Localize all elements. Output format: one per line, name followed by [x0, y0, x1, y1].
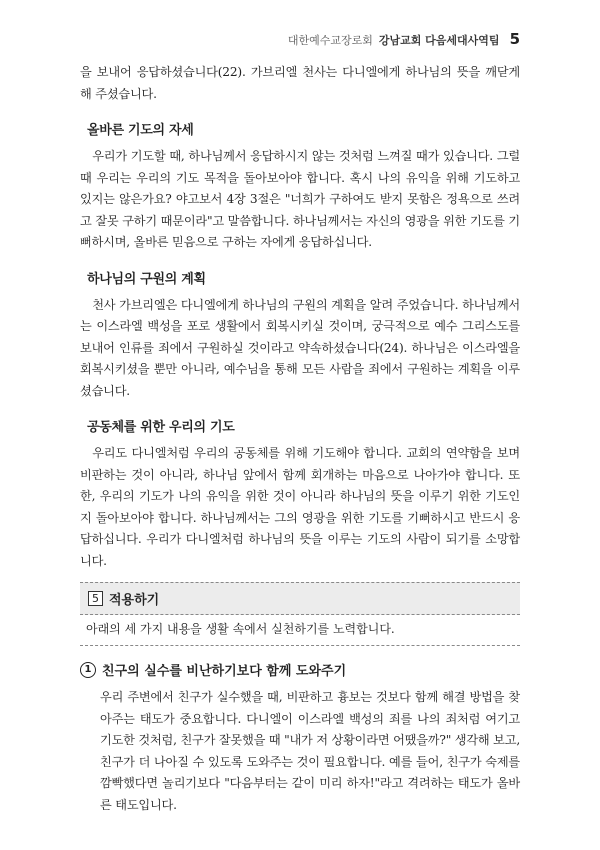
- page-number: 5: [509, 30, 520, 48]
- page-header: [288, 30, 520, 48]
- section-text-salvation-plan: 천사 가브리엘은 다니엘에게 하나님의 구원의 계획을 알려 주었습니다. 하나님께서는 이스라엘 백성을 포로 생활에서 회복시키실 것이며, 궁극적으로 예수 그리스도를 보내어 인류를 죄에서 구원하실 것이라고 약속하셨습니다(24). 하나님은 이스라엘을 회복시키셨을 뿐만 아니라, 예수님을 통해 모든 사람을 죄에서 구원하는 계획을 이루셨습니다.: [80, 297, 520, 398]
- apply-title: 적용하기: [109, 593, 160, 608]
- section-text-community-prayer: 우리도 다니엘처럼 우리의 공동체를 위해 기도해야 합니다. 교회의 연약함을 보며 비판하는 것이 아니라, 하나님 앞에서 함께 회개하는 마음으로 나아가야 합니다. 또한, 우리의 기도가 나의 유익을 위한 것이 아니라 하나님의 뜻을 이루기 위한 기도인지 돌아보아야 합니다. 하나님께서는 그의 영광을 위한 기도를 기뻐하시고 반드시 응답하십니다. 우리가 다니엘처럼 하나님의 뜻을 이루는 기도의 사람이 되기를 소망합니다.: [80, 446, 520, 568]
- item-number-circle: 1: [80, 662, 96, 678]
- intro-paragraph: 을 보내어 응답하셨습니다(22). 가브리엘 천사는 다니엘에게 하나님의 뜻을 깨닫게 해 주셨습니다.: [80, 65, 520, 101]
- apply-heading: [80, 582, 520, 615]
- header-team: 강남교회 다음세대사역팀: [378, 34, 500, 47]
- apply-number-box: 5: [88, 591, 103, 606]
- apply-item-title: [80, 660, 520, 679]
- item-title-text: 친구의 실수를 비난하기보다 함께 도와주기: [102, 664, 347, 679]
- apply-item-text: 우리 주변에서 친구가 실수했을 때, 비판하고 흉보는 것보다 함께 해결 방법을 찾아주는 태도가 중요합니다. 다니엘이 이스라엘 백성의 죄를 나의 죄처럼 여기고 기도한 것처럼, 친구가 잘못했을 때 "내가 저 상황이라면 어땠을까?" 생각해 보고, 친구가 더 나아질 수 있도록 도와주는 것이 필요합니다. 예를 들어, 친구가 숙제를 깜빡했다면 놀리기보다 "다음부터는 같이 미리 하자!"라고 격려하는 태도가 올바른 태도입니다.: [100, 690, 521, 812]
- section-title-salvation-plan: 하나님의 구원의 계획: [87, 271, 206, 287]
- header-org: 대한예수교장로회: [287, 34, 373, 47]
- page-content: [80, 62, 520, 816]
- section-text-prayer-posture: 우리가 기도할 때, 하나님께서 응답하시지 않는 것처럼 느껴질 때가 있습니다. 그럴 때 우리는 우리의 기도 목적을 돌아보아야 합니다. 혹시 나의 유익을 위해 기도하고 있지는 않은가요? 야고보서 4장 3절은 "너희가 구하여도 받지 못함은 정욕으로 쓰려고 잘못 구하기 때문이라"고 말씀합니다. 하나님께서는 자신의 영광을 위한 기도를 기뻐하시며, 올바른 믿음으로 구하는 자에게 응답하십니다.: [80, 149, 520, 249]
- section-title-prayer-posture: 올바른 기도의 자세: [87, 123, 194, 138]
- section-title-community-prayer: 공동체를 위한 우리의 기도: [87, 420, 235, 435]
- apply-intro: 아래의 세 가지 내용을 생활 속에서 실천하기를 노력합니다.: [80, 615, 520, 646]
